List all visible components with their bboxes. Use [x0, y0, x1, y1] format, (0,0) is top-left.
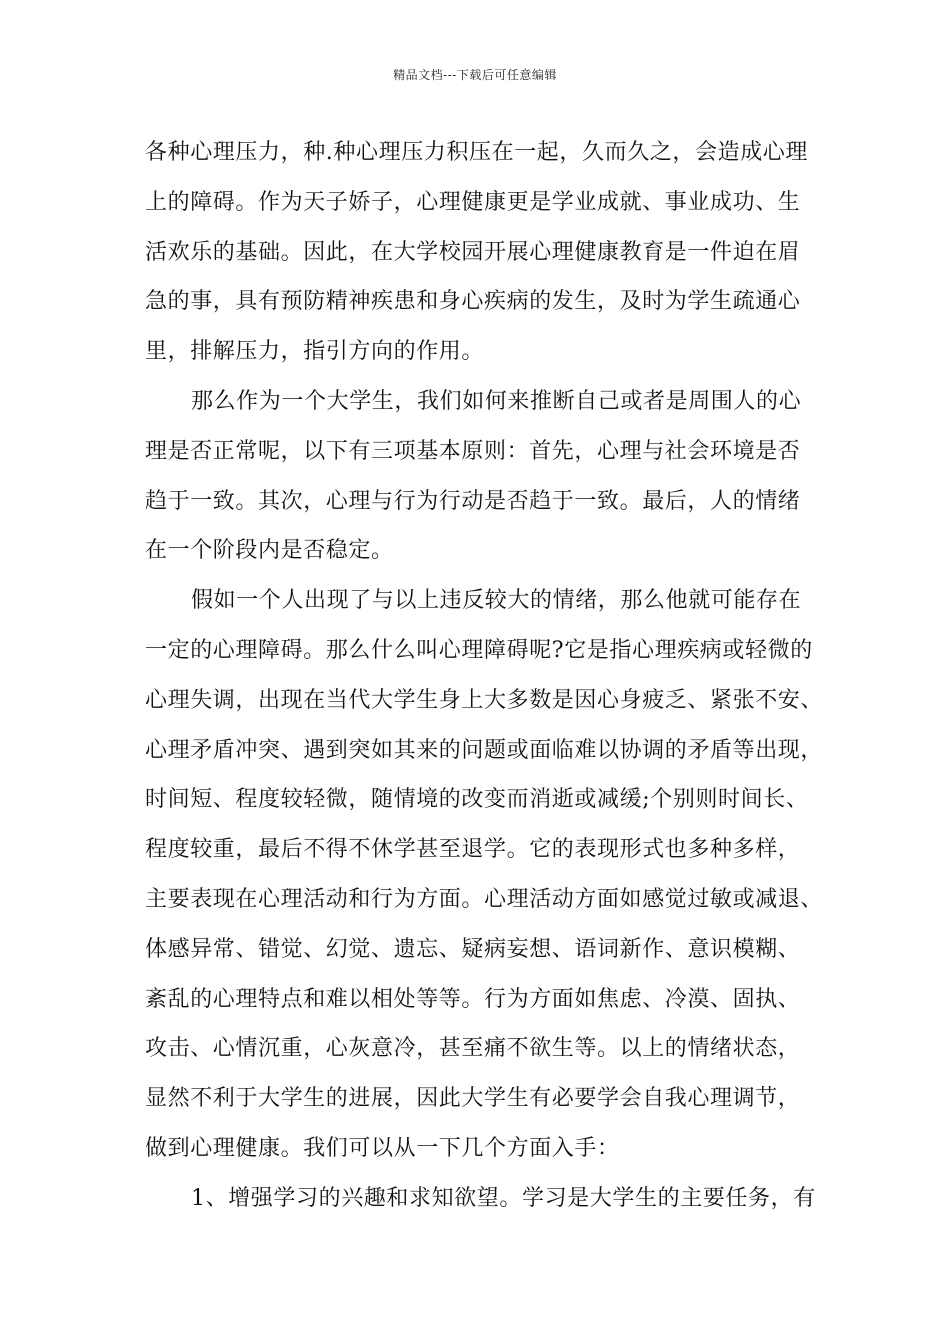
text-line: 里，排解压力，指引方向的作用。 [145, 339, 485, 365]
document-body [145, 128, 825, 1224]
text-line: 那么作为一个大学生，我们如何来推断自己或者是周围人的心 [191, 388, 802, 414]
text-line: 各种心理压力，种.种心理压力积压在一起，久而久之，会造成心理 [145, 140, 808, 165]
text-line: 体感异常、错觉、幻觉、遗忘、疑病妄想、语词新作、意识模糊、 [145, 936, 801, 962]
text-line: 在一个阶段内是否稳定。 [145, 538, 394, 564]
text-line: 活欢乐的基础。因此，在大学校园开展心理健康教育是一件迫在眉 [145, 239, 801, 265]
text-line: 显然不利于大学生的进展，因此大学生有必要学会自我心理调节， [145, 1086, 801, 1112]
text-line: 趋于一致。其次，心理与行为行动是否趋于一致。最后，人的情绪 [145, 488, 801, 514]
text-line: 程度较重，最后不得不休学甚至退学。它的表现形式也多种多样， [145, 837, 801, 863]
text-line: 理是否正常呢，以下有三项基本原则：首先，心理与社会环境是否 [145, 438, 801, 464]
text-line: 一定的心理障碍。那么什么叫心理障碍呢?它是指心理疾病或轻微的 [145, 637, 813, 663]
page-header: 精品文档---下载后可任意编辑 [393, 68, 557, 82]
text-line: 上的障碍。作为天子娇子，心理健康更是学业成就、事业成功、生 [145, 189, 801, 215]
text-line: 时间短、程度较轻微，随情境的改变而消逝或减缓;个别则时间长、 [145, 787, 809, 813]
text-line: 急的事，具有预防精神疾患和身心疾病的发生，及时为学生疏通心 [145, 289, 801, 315]
text-line: 紊乱的心理特点和难以相处等等。行为方面如焦虑、冷漠、固执、 [145, 986, 801, 1012]
text-line: 攻击、心情沉重，心灰意冷，甚至痛不欲生等。以上的情绪状态， [145, 1036, 801, 1062]
text-line: 假如一个人出现了与以上违反较大的情绪，那么他就可能存在 [191, 588, 802, 614]
text-line: 主要表现在心理活动和行为方面。心理活动方面如感觉过敏或减退、 [145, 886, 824, 912]
text-line: 心理矛盾冲突、遇到突如其来的问题或面临难以协调的矛盾等出现， [145, 737, 824, 763]
text-line: 心理失调，出现在当代大学生身上大多数是因心身疲乏、紧张不安、 [145, 687, 824, 713]
text-line: 1、增强学习的兴趣和求知欲望。学习是大学生的主要任务，有 [191, 1185, 816, 1211]
text-line: 做到心理健康。我们可以从一下几个方面入手： [145, 1135, 620, 1161]
